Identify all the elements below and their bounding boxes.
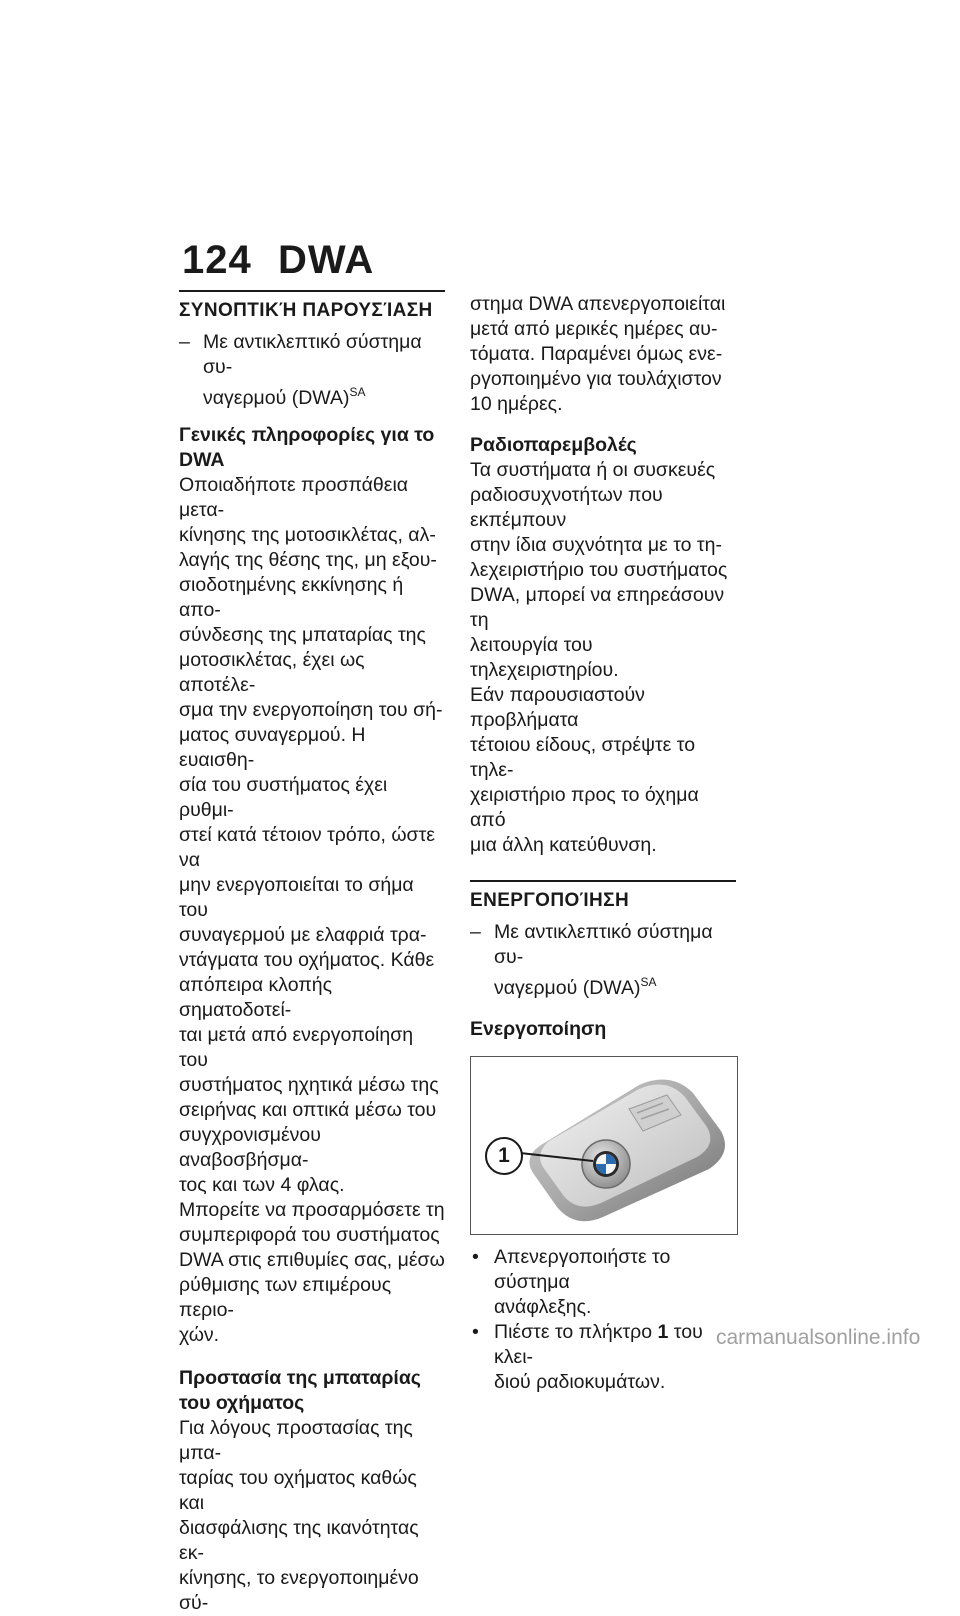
- list-item-text: του κλει- διού ραδιοκυμάτων.: [494, 1321, 703, 1393]
- left-column: [179, 290, 445, 1616]
- equipment-note: [179, 330, 445, 411]
- equipment-note: [470, 920, 736, 1001]
- section-heading-activation: ΕΝΕΡΓΟΠΟΊΗΣΗ: [470, 890, 630, 911]
- list-item-text: Πιέστε το πλήκτρο: [494, 1321, 658, 1343]
- callout-marker: 1: [485, 1137, 523, 1175]
- general-info-title: Γενικές πληροφορίες για το DWA: [179, 424, 435, 471]
- right-column: [470, 292, 736, 1395]
- equipment-note-text: Με αντικλεπτικό σύστημα συ- ναγερμού (DWA): [203, 331, 422, 409]
- key-reference: 1: [657, 1321, 669, 1343]
- remote-key-figure: [470, 1056, 738, 1235]
- battery-protection-text: Για λόγους προστασίας της μπα- ταρίας του οχήματος καθώς και διασφάλισης της ικανότητας εκ- κίνησης, το ενεργοποιημένο σύ-: [179, 1417, 419, 1614]
- page-title: DWA: [278, 238, 375, 282]
- radio-interference-title: Ραδιοπαρεμβολές: [470, 434, 637, 456]
- sa-mark: SA: [349, 385, 366, 399]
- battery-protection-text-continued: στημα DWA απενεργοποιείται μετά από μερικές ημέρες αυ- τόματα. Παραμένει όμως ενε- ργοποιημένο για τουλάχιστον 10 ημέρες.: [470, 293, 726, 415]
- list-item: [470, 1320, 736, 1395]
- section-rule: [470, 880, 736, 882]
- page-number: 124: [182, 238, 252, 282]
- watermark-link[interactable]: carmanualsonline.info: [716, 1326, 921, 1349]
- radio-interference-text: Τα συστήματα ή οι συσκευές ραδιοσυχνοτήτων που εκπέμπουν στην ίδια συχνότητα με το τη- λεχειριστήριο του συστήματος DWA, μπορεί να επηρεάσουν τη λειτουργία του τηλεχειριστηρίου. Εάν παρουσιαστούν προβλήματα τέτοιου είδους, στρέψτε το τηλε- χειριστήριο προς το όχημα από μια άλλη κατεύθυνση.: [470, 459, 728, 856]
- section-rule: [179, 290, 445, 292]
- general-info-text: Οποιαδήποτε προσπάθεια μετα- κίνησης της μοτοσικλέτας, αλ- λαγής της θέσης της, μη εξου- σιοδοτημένης εκκίνησης ή απο- σύνδεσης της μπαταρίας της μοτοσικλέτας, έχει ως αποτέλε- σμα την ενεργοποίηση του σή- ματος συναγερμού. Η ευαισθη- σία του συστήματος έχει ρυθμι- στεί κατά τέτοιον τρόπο, ώστε να μην ενεργοποιείται το σήμα του συναγερμού με ελαφριά τρα- ντάγματα του οχήματος. Κάθε απόπειρα κλοπής σηματοδοτεί- ται μετά από ενεργοποίηση του συστήματος ηχητικά μέσω της σειρήνας και οπτικά μέσω του συγχρονισμένου αναβοσβήσμα- τος και των 4 φλας. Μπορείτε να προσαρμόσετε τη συμπεριφορά του συστήματος DWA στις επιθυμίες σας, μέσω ρύθμισης των επιμέρους περιο- χών.: [179, 474, 445, 1346]
- activation-title: Ενεργοποίηση: [470, 1018, 607, 1040]
- list-item: • Απενεργοποιήστε το σύστημα ανάφλεξης.: [470, 1245, 736, 1320]
- equipment-note-text: Με αντικλεπτικό σύστημα συ- ναγερμού (DWA): [494, 921, 713, 999]
- page-header: [182, 238, 374, 283]
- battery-protection-title: Προστασία της μπαταρίας του οχήματος: [179, 1367, 421, 1414]
- section-heading-overview: ΣΥΝΟΠΤΙΚΉ ΠΑΡΟΥΣΊΑΣΗ: [179, 300, 433, 321]
- sa-mark: SA: [640, 975, 657, 989]
